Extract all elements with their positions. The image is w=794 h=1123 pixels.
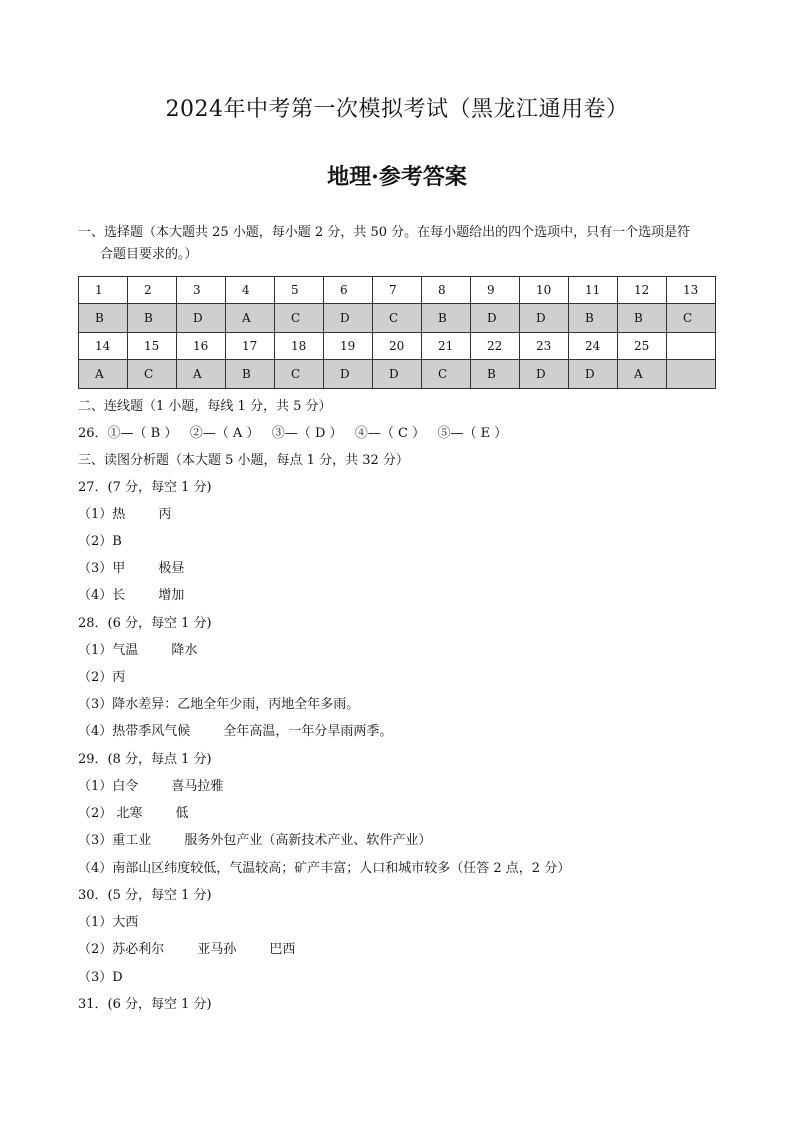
answer-cell: C	[373, 304, 422, 333]
q28-heading: 28．(6 分，每空 1 分)	[78, 616, 212, 631]
q28-part-4: （4）热带季风气候 全年高温，一年分旱雨两季。	[78, 724, 393, 739]
answer-cell: A	[177, 360, 226, 389]
question-number: 4	[226, 277, 275, 304]
question-number: 17	[226, 333, 275, 360]
question-number: 2	[128, 277, 177, 304]
answer-cell: B	[128, 304, 177, 333]
answer-table-answer-row-1	[79, 304, 716, 333]
q29-part-4: （4）南部山区纬度较低，气温较高；矿产丰富；人口和城市较多（任答 2 点，2 分）	[78, 861, 571, 876]
answer-cell: A	[79, 360, 128, 389]
question-number: 21	[422, 333, 471, 360]
answer-cell: C	[128, 360, 177, 389]
question-number: 22	[471, 333, 520, 360]
question-number: 14	[79, 333, 128, 360]
answer-cell: C	[667, 304, 716, 333]
q30-part-3: （3）D	[78, 970, 123, 985]
section-1-line-1: 一、选择题（本大题共 25 小题，每小题 2 分，共 50 分。在每小题给出的四个选项中，只有一个选项是符	[78, 225, 691, 240]
answer-cell: C	[275, 304, 324, 333]
document-subtitle: 地理·参考答案	[327, 164, 467, 190]
answer-cell: B	[569, 304, 618, 333]
section-1-heading	[78, 222, 726, 266]
question-number: 15	[128, 333, 177, 360]
question-number: 7	[373, 277, 422, 304]
answer-table-number-row-2	[79, 333, 716, 360]
answer-cell: D	[324, 360, 373, 389]
question-number: 25	[618, 333, 667, 360]
answer-table	[78, 276, 716, 389]
answer-cell: C	[275, 360, 324, 389]
q27-part-1: （1）热 丙	[78, 507, 172, 522]
q28-part-2: （2）丙	[78, 670, 126, 685]
answer-cell: C	[422, 360, 471, 389]
q29-part-3: （3）重工业 服务外包产业（高新技术产业、软件产业）	[78, 833, 432, 848]
question-number: 23	[520, 333, 569, 360]
question-number: 16	[177, 333, 226, 360]
question-number: 9	[471, 277, 520, 304]
answer-cell	[667, 360, 716, 389]
q27-part-4: （4）长 增加	[78, 588, 185, 603]
question-number: 10	[520, 277, 569, 304]
q28-part-1: （1）气温 降水	[78, 643, 198, 658]
question-number: 12	[618, 277, 667, 304]
answer-table-answer-row-2	[79, 360, 716, 389]
q30-part-1: （1）大西	[78, 915, 139, 930]
q29-heading: 29．(8 分，每点 1 分)	[78, 752, 212, 767]
answer-cell: D	[471, 304, 520, 333]
question-number: 3	[177, 277, 226, 304]
answer-cell: D	[520, 304, 569, 333]
question-number: 18	[275, 333, 324, 360]
section-1-line-2: 合题目要求的。）	[100, 247, 198, 262]
answer-cell: B	[471, 360, 520, 389]
answer-cell: B	[422, 304, 471, 333]
answer-cell: D	[373, 360, 422, 389]
answer-cell: B	[79, 304, 128, 333]
q29-part-2: （2） 北寒 低	[78, 806, 189, 821]
question-number: 8	[422, 277, 471, 304]
section-3-heading: 三、读图分析题（本大题 5 小题，每点 1 分，共 32 分）	[78, 453, 409, 468]
q29-part-1: （1）白令 喜马拉雅	[78, 779, 224, 794]
q30-heading: 30．(5 分，每空 1 分)	[78, 888, 212, 903]
answer-cell: D	[177, 304, 226, 333]
answer-cell: D	[569, 360, 618, 389]
question-number: 24	[569, 333, 618, 360]
q31-heading: 31．(6 分，每空 1 分)	[78, 997, 212, 1012]
answer-cell: D	[324, 304, 373, 333]
question-number	[667, 333, 716, 360]
question-number: 19	[324, 333, 373, 360]
answer-cell: A	[618, 360, 667, 389]
answer-cell: B	[226, 360, 275, 389]
q26-answer: 26．①—（ B ） ②—（ A ） ③—（ D ） ④—（ C ） ⑤—（ E ）	[78, 426, 508, 441]
question-number: 20	[373, 333, 422, 360]
question-number: 5	[275, 277, 324, 304]
section-2-heading: 二、连线题（1 小题，每线 1 分，共 5 分）	[78, 399, 332, 414]
question-number: 11	[569, 277, 618, 304]
question-number: 1	[79, 277, 128, 304]
question-number: 6	[324, 277, 373, 304]
question-number: 13	[667, 277, 716, 304]
answer-cell: B	[618, 304, 667, 333]
answer-cell: D	[520, 360, 569, 389]
q27-heading: 27．(7 分，每空 1 分)	[78, 480, 212, 495]
q27-part-3: （3）甲 极昼	[78, 561, 185, 576]
document-title: 2024年中考第一次模拟考试（黑龙江通用卷）	[165, 97, 629, 122]
q28-part-3: （3）降水差异：乙地全年少雨，丙地全年多雨。	[78, 697, 360, 712]
answer-cell: A	[226, 304, 275, 333]
q27-part-2: （2）B	[78, 534, 122, 549]
answer-table-number-row-1	[79, 277, 716, 304]
q30-part-2: （2）苏必利尔 亚马孙 巴西	[78, 942, 296, 957]
